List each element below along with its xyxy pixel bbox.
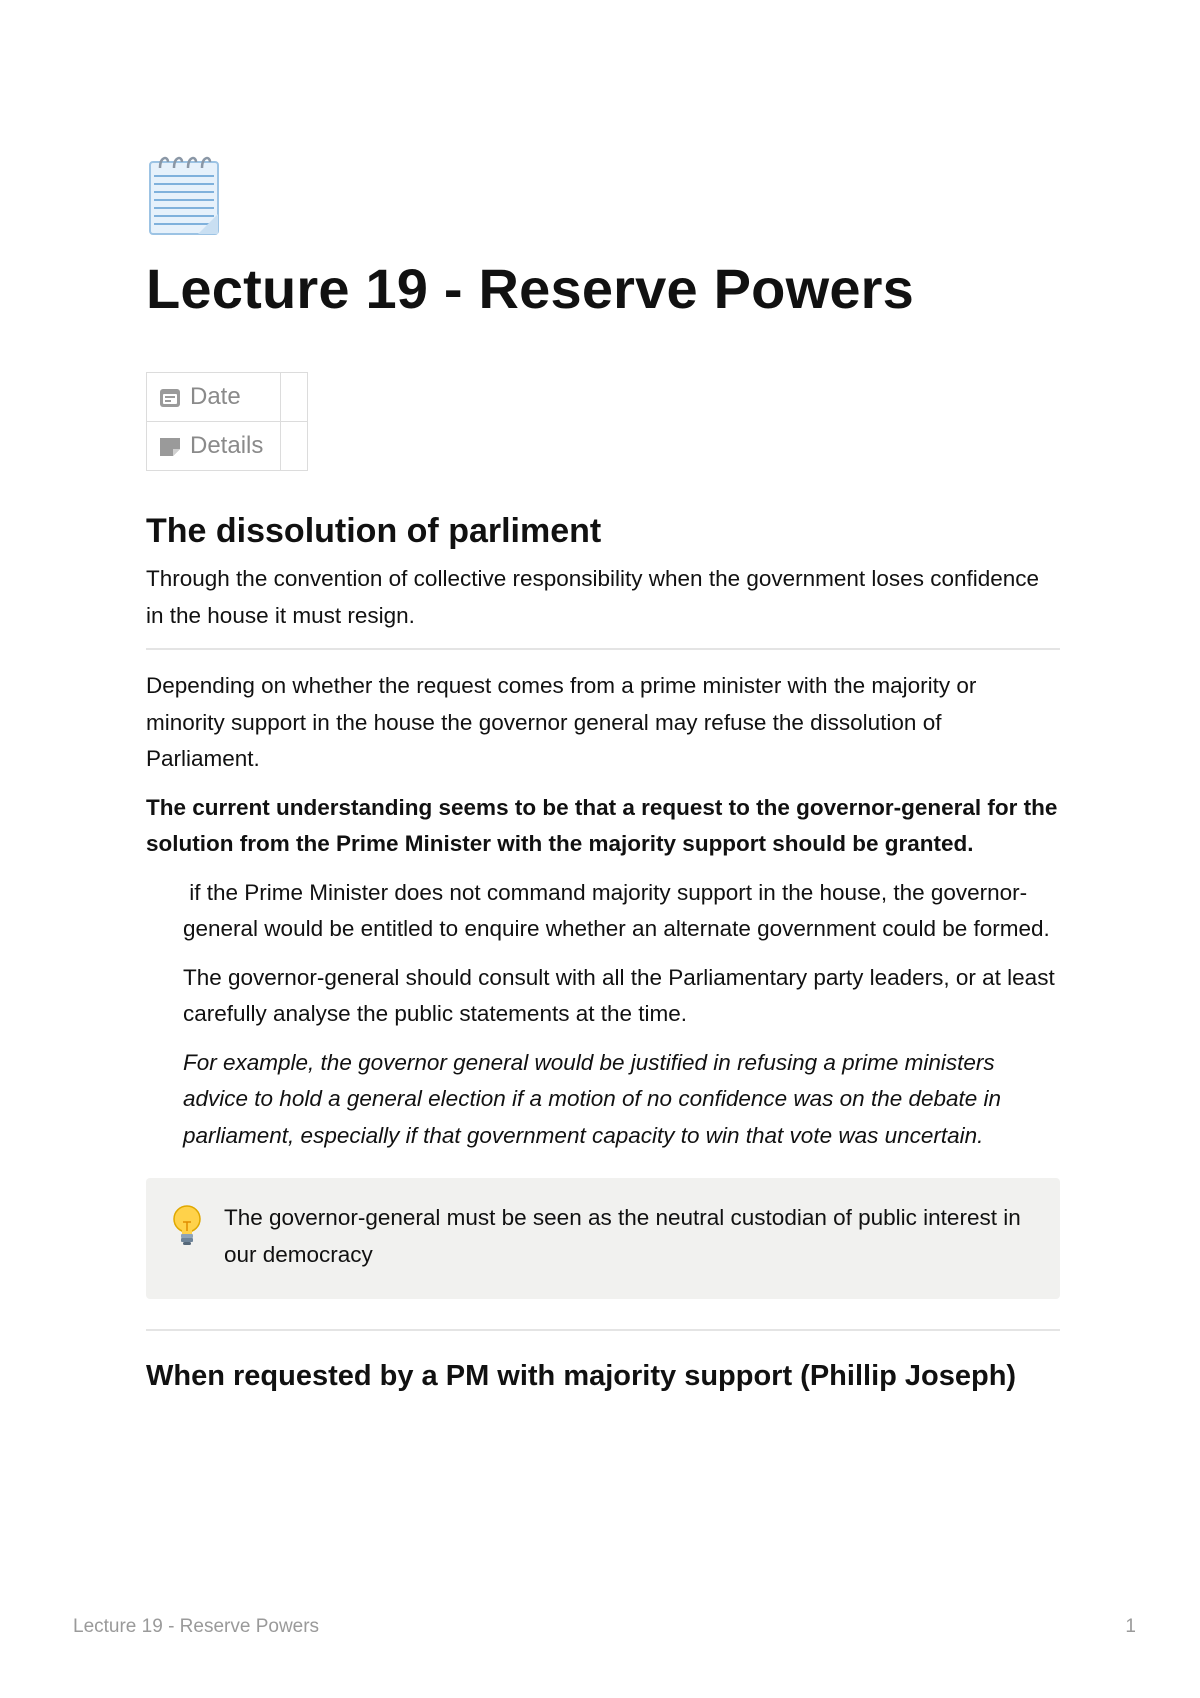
page-title: Lecture 19 - Reserve Powers (146, 257, 915, 320)
section-heading-dissolution: The dissolution of parliment (146, 511, 602, 550)
footer-title: Lecture 19 - Reserve Powers (73, 1616, 320, 1637)
notepad-icon (146, 150, 224, 238)
callout-text: The governor-general must be seen as the neutral custodian of public interest in our democracy (224, 1205, 1021, 1267)
text-lines-icon (159, 435, 181, 457)
section-heading-majority-support: When requested by a PM with majority support (Phillip Joseph) (146, 1360, 1017, 1393)
divider (146, 648, 1060, 650)
paragraph: Through the convention of collective responsibility when the government loses confidence in the house it must resign. (146, 566, 1040, 628)
bold-paragraph: The current understanding seems to be that a request to the governor-general for the solution from the Prime Minister with the majority support should be granted. (146, 794, 1058, 857)
property-row-date[interactable] (147, 372, 308, 421)
property-value-details[interactable] (281, 421, 308, 470)
properties-table (146, 372, 308, 471)
property-label: Details (190, 431, 264, 459)
page-number: 1 (1125, 1616, 1136, 1637)
divider (146, 1329, 1060, 1331)
callout-box (146, 1178, 1060, 1299)
indented-paragraph: The governor-general should consult with all the Parliamentary party leaders, or at least carefully analyse the public statements at the time. (183, 964, 1055, 1027)
italic-example-paragraph: For example, the governor general would be justified in refusing a prime ministers advice to hold a general election if a motion of no confidence was on the debate in parliament, especially if that government capacity to win that vote was uncertain. (183, 1049, 1002, 1148)
property-row-details[interactable] (147, 421, 308, 470)
property-label: Date (190, 382, 241, 410)
paragraph: Depending on whether the request comes from a prime minister with the majority or minority support in the house the governor general may refuse the dissolution of Parliament. (146, 673, 977, 772)
calendar-icon (159, 386, 181, 408)
property-value-date[interactable] (281, 372, 308, 421)
page-footer (73, 1616, 1136, 1638)
page-content (146, 150, 1060, 1394)
indented-paragraph: if the Prime Minister does not command majority support in the house, the governor-general would be entitled to enquire whether an alternate government could be formed. (183, 879, 1050, 942)
lightbulb-icon (170, 1204, 204, 1248)
